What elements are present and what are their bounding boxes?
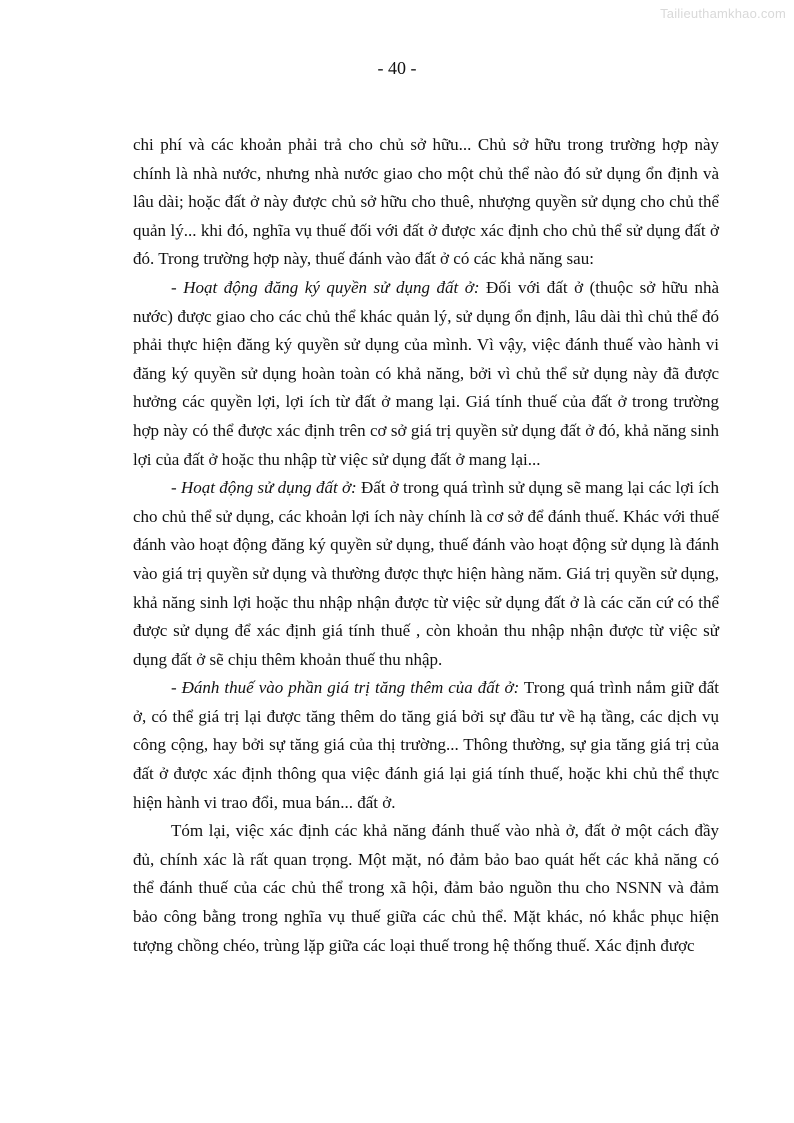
paragraph-added-value-tax [133, 674, 719, 817]
paragraph-usage-activity [133, 474, 719, 674]
paragraph-registration-activity [133, 274, 719, 474]
paragraph-italic-lead: - Hoạt động đăng ký quyền sử dụng đất ở: [171, 277, 480, 297]
watermark: Tailieuthamkhao.com [660, 6, 786, 21]
paragraph-continuation [133, 131, 719, 274]
paragraph-text: Đối với đất ở (thuộc sở hữu nhà nước) được giao cho các chủ thể khác quản lý, sử dụng ổn định, lâu dài thì chủ thể đó phải thực hiện đăng ký quyền sử dụng của mình. Vì vậy, việc đánh thuế vào hành vi đăng ký quyền sử dụng hoàn toàn có khả năng, bởi vì chủ thể sử dụng này đã được hưởng các quyền lợi, lợi ích từ đất ở mang lại. Giá tính thuế của đất ở trong trường hợp này có thể được xác định trên cơ sở giá trị quyền sử dụng đất ở đó, khả năng sinh lợi của đất ở hoặc thu nhập từ việc sử dụng đất ở mang lại... [133, 277, 720, 469]
paragraph-italic-lead: - Hoạt động sử dụng đất ở: [171, 478, 357, 498]
document-body [133, 131, 719, 960]
paragraph-text: Tóm lại, việc xác định các khả năng đánh thuế vào nhà ở, đất ở một cách đầy đủ, chính xác là rất quan trọng. Một mặt, nó đảm bảo bao quát hết các khả năng có thể đánh thuế của các chủ thể trong xã hội, đảm bảo nguồn thu cho NSNN và đảm bảo công bằng trong nghĩa vụ thuế giữa các chủ thể. Mặt khác, nó khắc phục hiện tượng chồng chéo, trùng lặp giữa các loại thuế trong hệ thống thuế. Xác định được [133, 821, 719, 955]
paragraph-text: chi phí và các khoản phải trả cho chủ sở hữu... Chủ sở hữu trong trường hợp này chính là nhà nước, nhưng nhà nước giao cho một chủ thể nào đó sử dụng ổn định và lâu dài; hoặc đất ở này được chủ sở hữu cho thuê, nhượng quyền sử dụng cho chủ thể quản lý... khi đó, nghĩa vụ thuế đối với đất ở được xác định cho chủ thể sử dụng đất ở đó. Trong trường hợp này, thuế đánh vào đất ở có các khả năng sau: [133, 135, 719, 269]
paragraph-italic-lead: - Đánh thuế vào phần giá trị tăng thêm của đất ở: [171, 678, 520, 698]
paragraph-text: Trong quá trình nắm giữ đất ở, có thể giá trị lại được tăng thêm do tăng giá bởi sự đầu tư về hạ tầng, các dịch vụ công cộng, hay bởi sự tăng giá của thị trường... Thông thường, sự gia tăng giá trị của đất ở được xác định thông qua việc đánh giá lại giá tính thuế, hoặc khi chủ thể thực hiện hành vi trao đổi, mua bán... đất ở. [133, 678, 719, 812]
paragraph-text: Đất ở trong quá trình sử dụng sẽ mang lại các lợi ích cho chủ thể sử dụng, các khoản lợi ích này chính là cơ sở để đánh thuế. Khác với thuế đánh vào hoạt động đăng ký quyền sử dụng, thuế đánh vào hoạt động sử dụng là đánh vào giá trị quyền sử dụng và thường được thực hiện hàng năm. Giá trị quyền sử dụng, khả năng sinh lợi hoặc thu nhập nhận được từ việc sử dụng đất ở là các căn cứ có thể được sử dụng để xác định giá tính thuế , còn khoản thu nhập nhận được từ việc sử dụng đất ở sẽ chịu thêm khoản thuế thu nhập. [133, 478, 719, 669]
paragraph-summary [133, 817, 719, 960]
page-number: - 40 - [377, 58, 417, 78]
